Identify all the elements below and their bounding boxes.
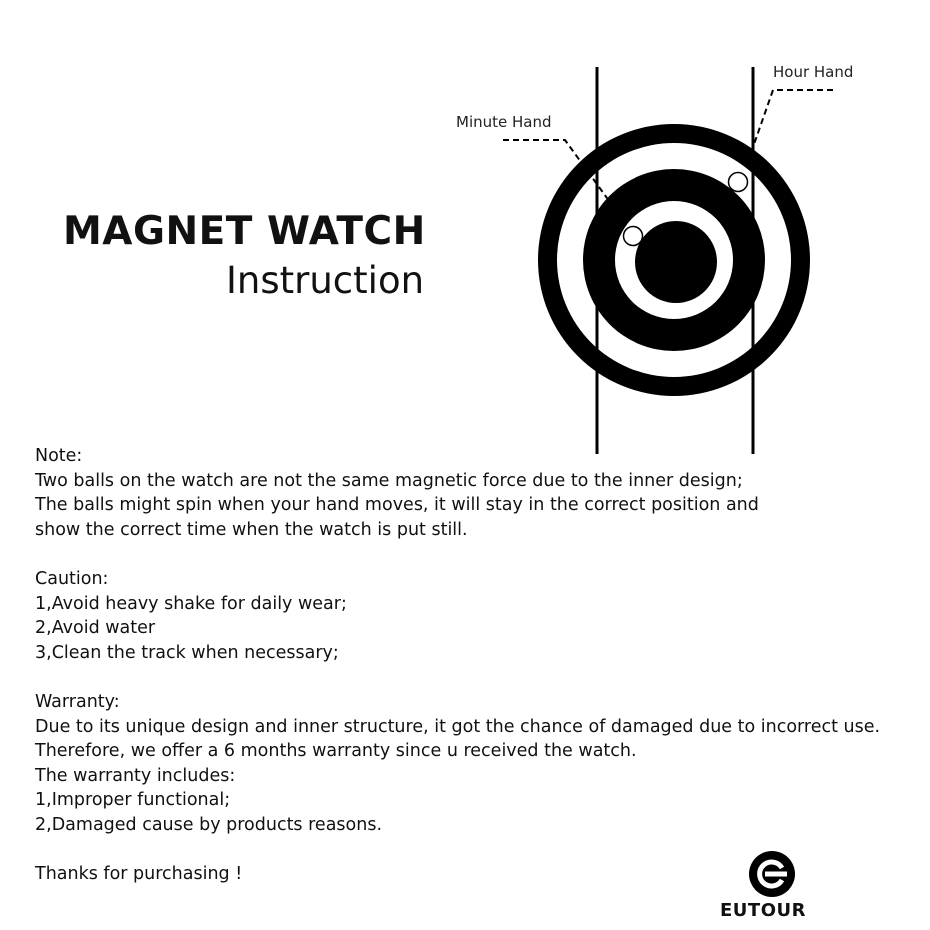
minute-hand-ball bbox=[624, 227, 643, 246]
closing-text: Thanks for purchasing ! bbox=[35, 864, 243, 885]
watch-center bbox=[635, 221, 717, 303]
note-line: The balls might spin when your hand moves, it will stay in the correct position and bbox=[35, 495, 759, 516]
caution-heading: Caution: bbox=[35, 568, 109, 589]
caution-item: 3,Clean the track when necessary; bbox=[35, 642, 339, 663]
warranty-line: 1,Improper functional; bbox=[35, 790, 231, 811]
warranty-heading: Warranty: bbox=[35, 691, 120, 712]
page-title: MAGNET WATCH bbox=[63, 209, 426, 254]
note-heading: Note: bbox=[35, 446, 83, 466]
instruction-text bbox=[35, 444, 925, 887]
eutour-logo-icon bbox=[748, 850, 798, 898]
note-line: Two balls on the watch are not the same magnetic force due to the inner design; bbox=[35, 470, 743, 491]
minute-hand-label: Minute Hand bbox=[456, 113, 552, 131]
warranty-line: 2,Damaged cause by products reasons. bbox=[35, 814, 383, 835]
warranty-line: The warranty includes: bbox=[35, 765, 236, 786]
note-line: show the correct time when the watch is put still. bbox=[35, 519, 468, 540]
brand-name: EUTOUR bbox=[720, 900, 806, 921]
warranty-line: Due to its unique design and inner structure, it got the chance of damaged due to incorrect use. bbox=[35, 716, 881, 737]
brand-logo bbox=[718, 850, 828, 925]
page-subtitle: Instruction bbox=[226, 259, 425, 302]
caution-item: 2,Avoid water bbox=[35, 618, 156, 639]
warranty-line: Therefore, we offer a 6 months warranty since u received the watch. bbox=[35, 741, 637, 762]
hour-hand-label: Hour Hand bbox=[773, 63, 854, 81]
hour-hand-ball bbox=[729, 173, 748, 192]
hour-hand-pointer bbox=[752, 90, 833, 150]
caution-item: 1,Avoid heavy shake for daily wear; bbox=[35, 593, 347, 614]
